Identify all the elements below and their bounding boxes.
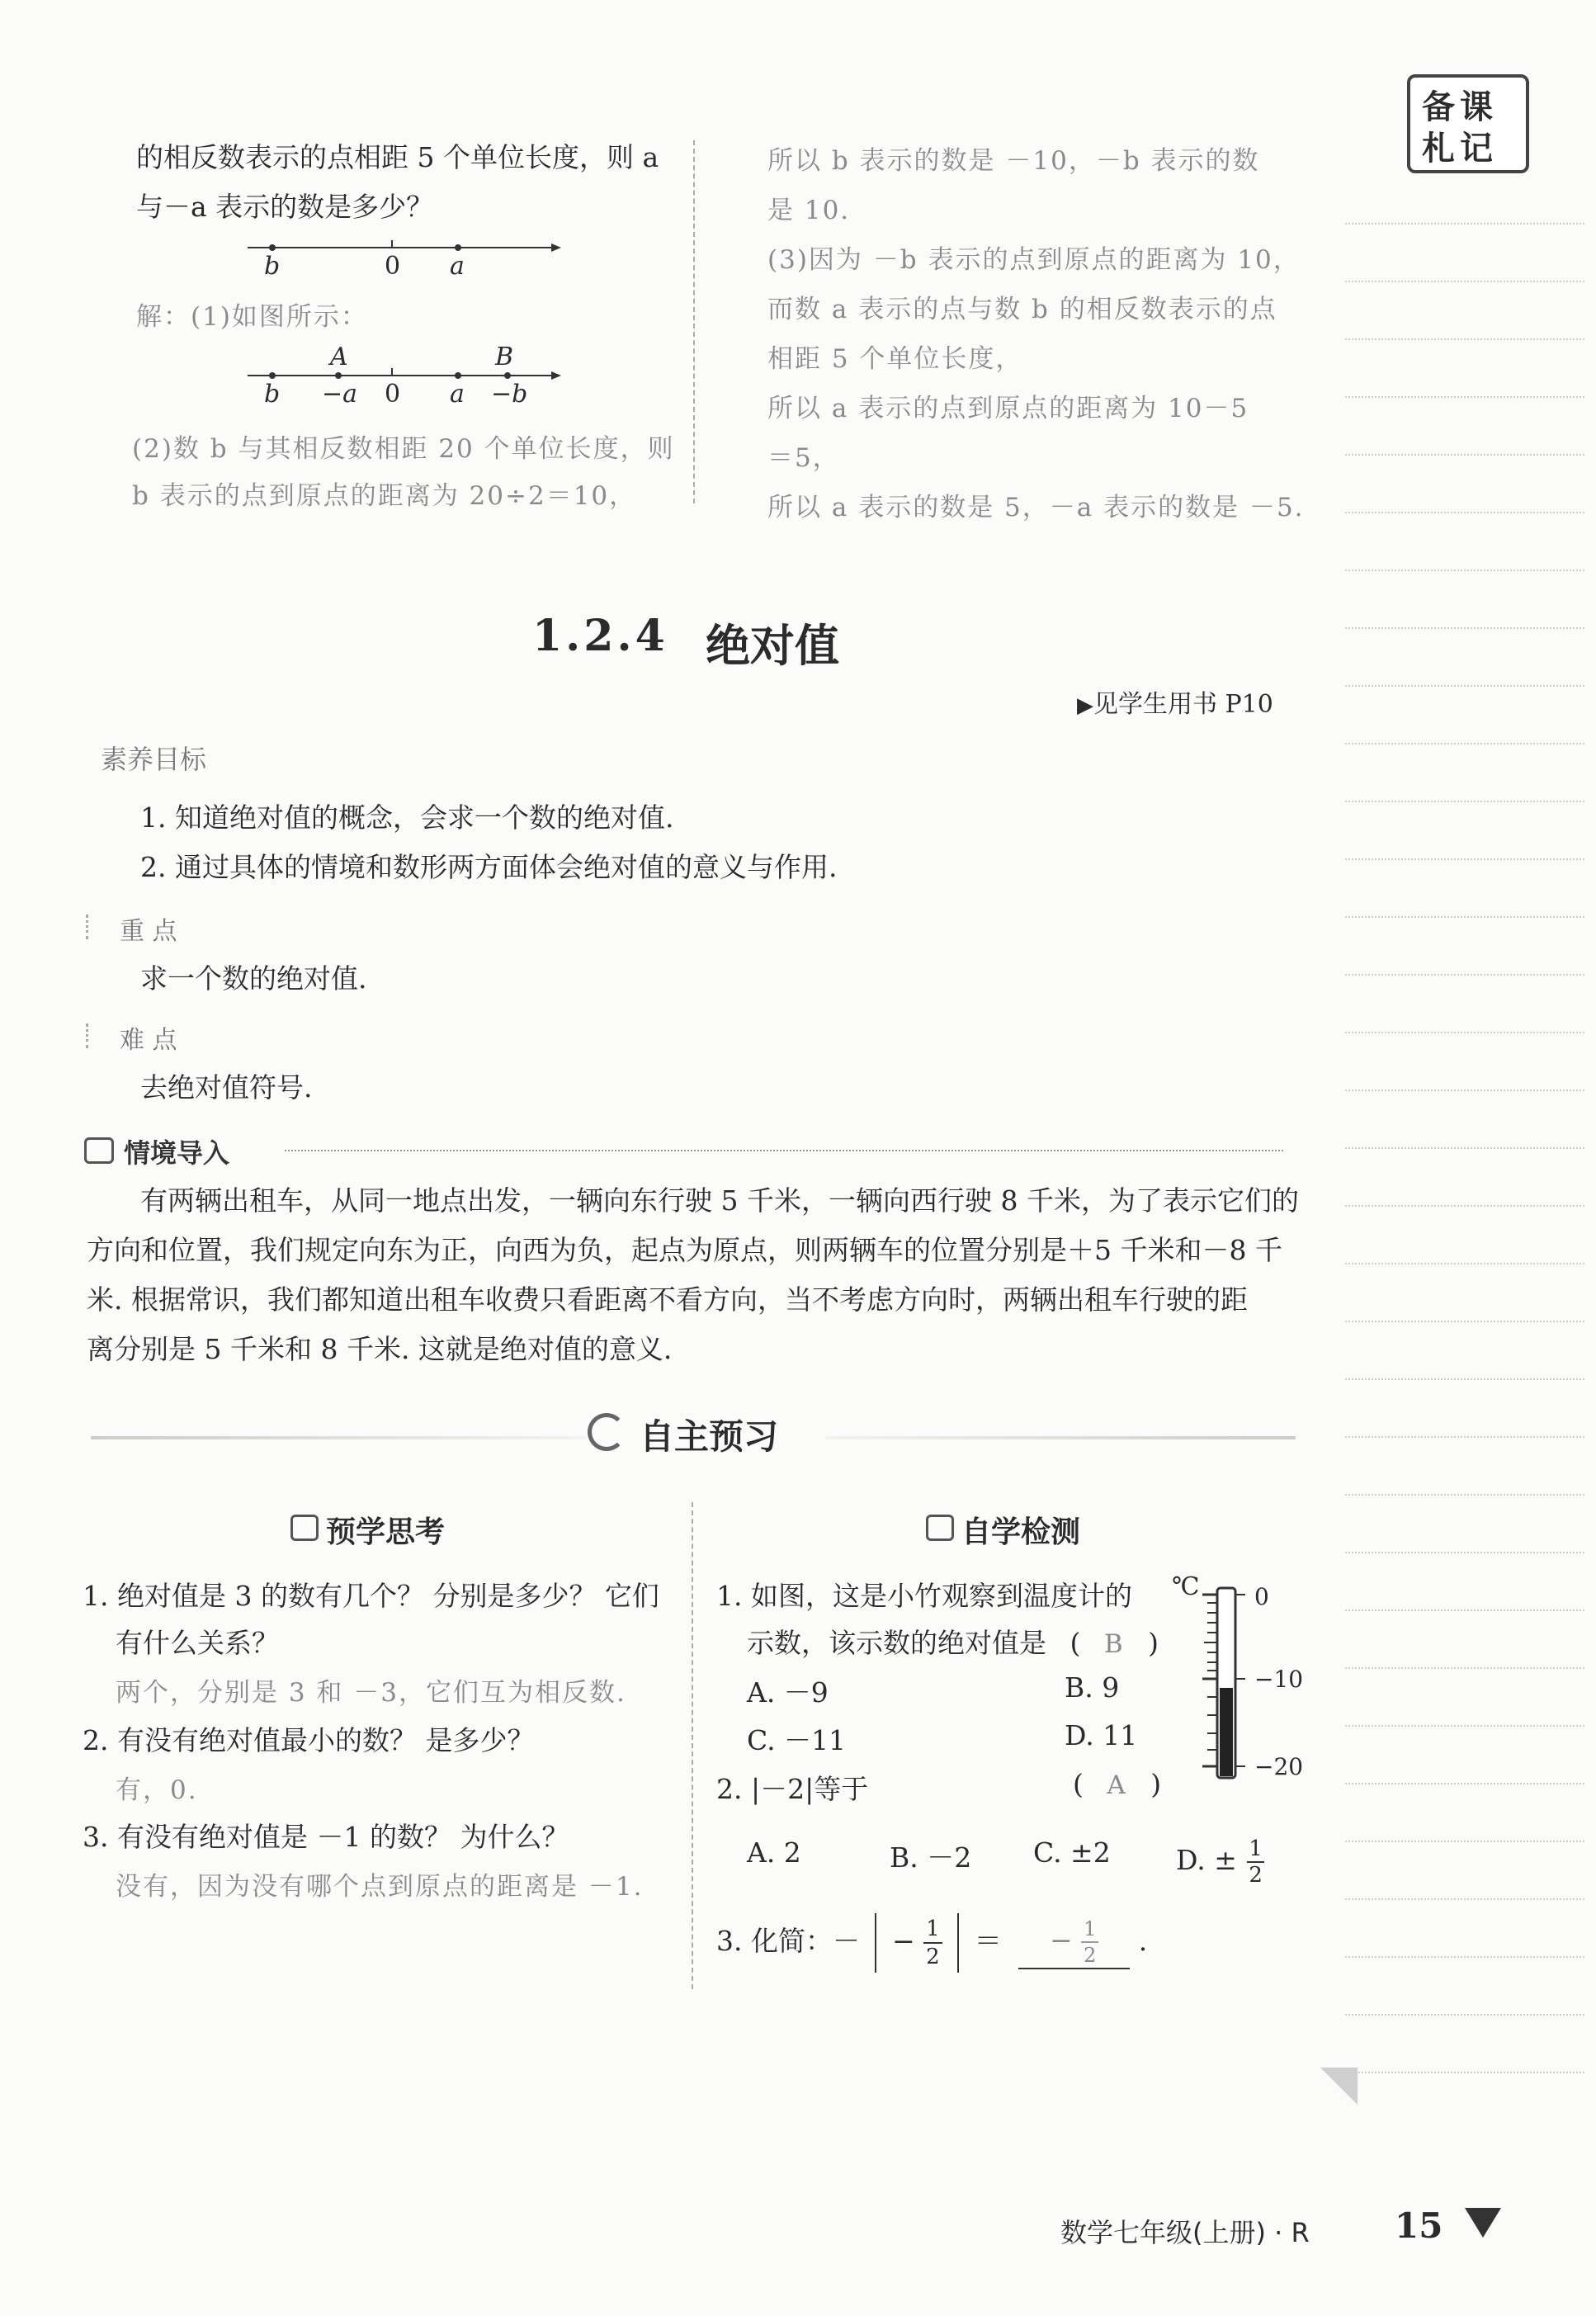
badge-line2: 札记 (1422, 130, 1498, 168)
intro-line: 离分别是 5 千米和 8 千米. 这就是绝对值的意义. (87, 1333, 673, 1365)
think-a1: 两个，分别是 3 和 －3，它们互为相反数. (116, 1678, 626, 1708)
think-q1: 1. 绝对值是 3 的数有几个？ 分别是多少？ 它们 (83, 1580, 659, 1612)
test-q3-text: 3. 化简：－ (716, 1925, 860, 1957)
key-point-label: 重 点 (120, 917, 177, 946)
preview-icon (588, 1413, 626, 1451)
nl1-label-0: 0 (385, 252, 401, 281)
intro-heading: 情境导入 (124, 1137, 230, 1169)
answer-paren: ( (1073, 1768, 1084, 1800)
think-icon (290, 1515, 319, 1541)
key-point-text: 求一个数的绝对值. (140, 962, 367, 995)
equals-sign: ＝ (974, 1925, 1002, 1957)
fraction-den: 2 (926, 1945, 940, 1969)
preview-heading-left-rule (91, 1436, 586, 1439)
badge-line1: 备课 (1422, 88, 1498, 126)
test-q2-answer-box (1073, 1768, 1161, 1800)
test-q1b (747, 1622, 1159, 1661)
minus-sign: − (1049, 1924, 1073, 1956)
book-ref-text: 见学生用书 P10 (1093, 690, 1273, 719)
page-number: 15 (1395, 2205, 1443, 2246)
fraction (1081, 1917, 1098, 1968)
test-q1-option-a: A. －9 (747, 1676, 829, 1709)
test-q2-answer: A (1107, 1770, 1127, 1800)
fraction (923, 1916, 942, 1970)
difficult-point-text: 去绝对值符号. (140, 1071, 313, 1104)
notes-badge (1407, 74, 1529, 173)
minus-sign: − (891, 1925, 915, 1957)
right-line: 所以 a 表示的数是 5，－a 表示的数是 －5. (767, 493, 1305, 522)
preview-heading-right-rule (825, 1436, 1296, 1439)
thermo-label-neg20: −20 (1254, 1753, 1304, 1780)
fraction-num: 1 (923, 1916, 942, 1944)
right-line: 所以 a 表示的点到原点的距离为 10－5 (767, 394, 1249, 423)
test-q1a: 1. 如图，这是小竹观察到温度计的 (716, 1580, 1132, 1612)
test-q2-option-c: C. ±2 (1033, 1836, 1111, 1869)
thermo-label-0: 0 (1254, 1583, 1269, 1610)
thermo-label-neg10: −10 (1254, 1666, 1304, 1693)
test-q1-option-c: C. －11 (747, 1724, 847, 1756)
intro-line: 米. 根据常识，我们都知道出租车收费只看距离不看方向，当不考虑方向时，两辆出租车行驶的距 (87, 1283, 1248, 1316)
nl2-label-neg-b: −b (491, 380, 528, 409)
intro-text (87, 1176, 1299, 1374)
test-q1-answer: B (1103, 1629, 1125, 1659)
think-q1b: 有什么关系？ (116, 1627, 279, 1659)
test-q1b-text: 示数，该示数的绝对值是 (747, 1627, 1046, 1659)
abs-bar (875, 1913, 876, 1973)
answer-paren: ) (1150, 1768, 1162, 1800)
column-divider-top (693, 140, 695, 503)
right-solution (767, 136, 1305, 532)
problem-line-2: 与－a 表示的数是多少？ (136, 191, 434, 223)
test-q1-option-d: D. 11 (1065, 1719, 1138, 1751)
test-q2-option-d-label: D. ± (1176, 1844, 1237, 1876)
think-a3: 没有，因为没有哪个点到原点的距离是 －1. (116, 1872, 644, 1902)
intro-rule (285, 1150, 1283, 1151)
right-line: (3)因为 －b 表示的点到原点的距离为 10， (767, 245, 1301, 275)
right-line: ＝5， (767, 443, 840, 473)
right-line: 是 10. (767, 196, 851, 225)
number-line-1 (239, 235, 569, 285)
think-q2: 2. 有没有绝对值最小的数？ 是多少？ (83, 1724, 535, 1756)
abs-bar (957, 1913, 959, 1973)
column-divider-bottom (692, 1502, 693, 1989)
solution-line-2: (2)数 b 与其相反数相距 20 个单位长度，则 (132, 434, 675, 464)
think-a2: 有，0. (116, 1775, 198, 1805)
goal-item: 1. 知道绝对值的概念，会求一个数的绝对值. (140, 801, 674, 834)
think-heading: 预学思考 (326, 1515, 446, 1549)
right-line: 所以 b 表示的数是 －10，－b 表示的数 (767, 146, 1260, 176)
test-q3-answer-blank (1018, 1917, 1130, 1969)
fraction (1247, 1836, 1264, 1888)
nl2-label-A: A (330, 343, 348, 371)
fraction-den: 2 (1084, 1944, 1097, 1967)
preview-heading: 自主预习 (640, 1416, 779, 1457)
intro-icon (84, 1137, 114, 1164)
problem-line-1: 的相反数表示的点相距 5 个单位长度，则 a (136, 141, 659, 173)
key-point-bar (86, 915, 92, 939)
test-q2-option-d (1176, 1836, 1264, 1888)
test-q2-option-a: A. 2 (747, 1836, 801, 1869)
test-q2: 2. |－2|等于 (716, 1773, 869, 1805)
fraction-num: 1 (1081, 1917, 1098, 1943)
nl2-label-b: b (264, 380, 281, 409)
nl2-label-0: 0 (385, 380, 401, 409)
test-icon (926, 1515, 954, 1541)
thermometer-icon (1201, 1585, 1250, 1783)
nl2-label-neg-a: −a (322, 380, 358, 409)
test-heading: 自学检测 (961, 1515, 1081, 1549)
nl2-label-a: a (450, 380, 465, 409)
page-corner (1320, 2068, 1358, 2105)
period: . (1138, 1925, 1148, 1957)
think-q3: 3. 有没有绝对值是 －1 的数？ 为什么？ (83, 1821, 569, 1853)
goals-heading: 素养目标 (101, 744, 207, 775)
fraction-den: 2 (1249, 1863, 1263, 1888)
section-number: 1.2.4 (532, 611, 668, 661)
intro-line: 有两辆出租车，从同一地点出发，一辆向东行驶 5 千米，一辆向西行驶 8 千米，为了表示它们的 (140, 1184, 1299, 1217)
goal-item: 2. 通过具体的情境和数形两方面体会绝对值的意义与作用. (140, 851, 838, 883)
right-line: 相距 5 个单位长度， (767, 344, 1023, 374)
intro-line: 方向和位置，我们规定向东为正，向西为负，起点为原点，则两辆车的位置分别是＋5 千米和－8 千 (87, 1234, 1282, 1266)
answer-paren: ( (1070, 1627, 1081, 1659)
test-q1-option-b: B. 9 (1065, 1671, 1120, 1704)
footer-book: 数学七年级(上册) · R (1060, 2217, 1310, 2248)
fraction-num: 1 (1249, 1836, 1263, 1861)
section-title: 绝对值 (706, 620, 839, 672)
notes-margin (1341, 0, 1596, 2316)
answer-paren: ) (1148, 1627, 1159, 1659)
right-line: 而数 a 表示的点与数 b 的相反数表示的点 (767, 295, 1277, 324)
thermometer-unit: ℃ (1172, 1572, 1200, 1601)
solution-line: 解：(1)如图所示： (136, 302, 368, 332)
test-q2-option-b: B. －2 (890, 1841, 972, 1874)
play-icon: ▶ (1077, 693, 1093, 718)
test-q3 (716, 1913, 1147, 1973)
book-ref (1077, 683, 1273, 720)
nl1-label-b: b (264, 252, 281, 281)
difficult-point-bar (86, 1023, 92, 1048)
nl2-label-B: B (495, 343, 514, 371)
nl1-label-a: a (450, 252, 465, 281)
page-corner-icon (1465, 2208, 1501, 2238)
solution-line-3: b 表示的点到原点的距离为 20÷2＝10， (132, 481, 637, 511)
difficult-point-label: 难 点 (120, 1026, 177, 1055)
